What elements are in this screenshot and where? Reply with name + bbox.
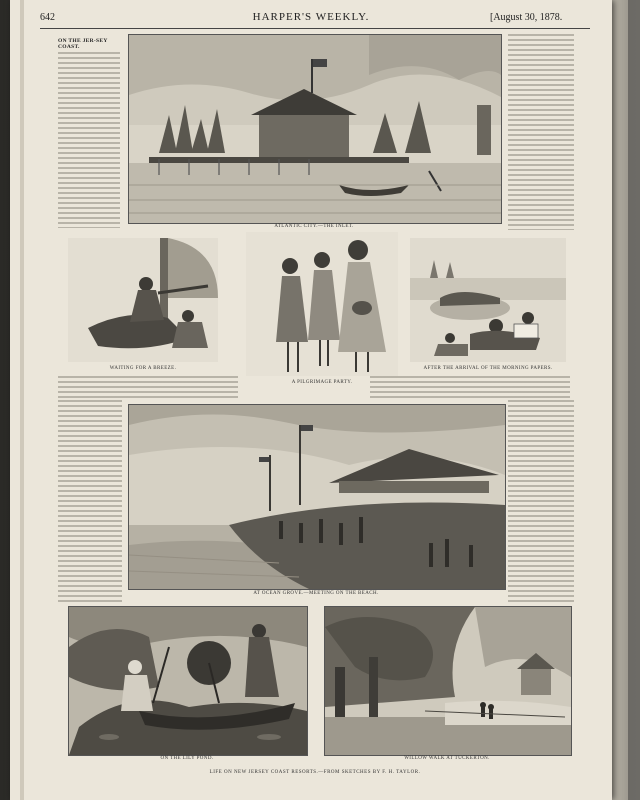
- engraving-waiting-breeze: [68, 238, 218, 362]
- page-footer-title: LIFE ON NEW JERSEY COAST RESORTS.—FROM SKETCHES BY F. H. TAYLOR.: [209, 770, 421, 775]
- caption-morning-papers: AFTER THE ARRIVAL OF THE MORNING PAPERS.: [423, 366, 553, 371]
- engraving-lily-pond: [68, 606, 308, 756]
- engraving-atlantic-city: [128, 34, 502, 224]
- engraving-willow-walk: [324, 606, 572, 756]
- caption-lily-pond: ON THE LILY POND.: [160, 756, 214, 761]
- engraving-pilgrimage-party: [246, 232, 398, 376]
- caption-ocean-grove: AT OCEAN GROVE.—MEETING ON THE BEACH.: [253, 591, 379, 596]
- caption-atlantic-city: ATLANTIC CITY.—THE INLET.: [274, 224, 354, 229]
- binding: [20, 0, 24, 800]
- caption-willow-walk: WILLOW WALK AT TUCKERTON.: [404, 756, 490, 761]
- right-text-column-lower: [508, 400, 574, 602]
- sidebar-heading: ON THE JER-SEY COAST.: [58, 38, 108, 50]
- masthead: HARPER'S WEEKLY.: [252, 11, 370, 23]
- left-text-column: [58, 52, 120, 228]
- left-text-column-lower: [58, 400, 122, 602]
- issue-date: [August 30, 1878.: [490, 12, 563, 23]
- mid-text-right: [370, 376, 570, 398]
- page-number: 642: [40, 12, 55, 23]
- newspaper-page: [10, 0, 612, 800]
- engraving-ocean-grove: [128, 404, 506, 590]
- caption-waiting-breeze: WAITING FOR A BREEZE.: [109, 366, 177, 371]
- header-rule: [40, 28, 590, 29]
- caption-pilgrimage-party: A PILGRIMAGE PARTY.: [291, 380, 353, 385]
- engraving-morning-papers: [410, 238, 566, 362]
- right-text-column: [508, 34, 574, 230]
- mid-text-left: [58, 376, 238, 398]
